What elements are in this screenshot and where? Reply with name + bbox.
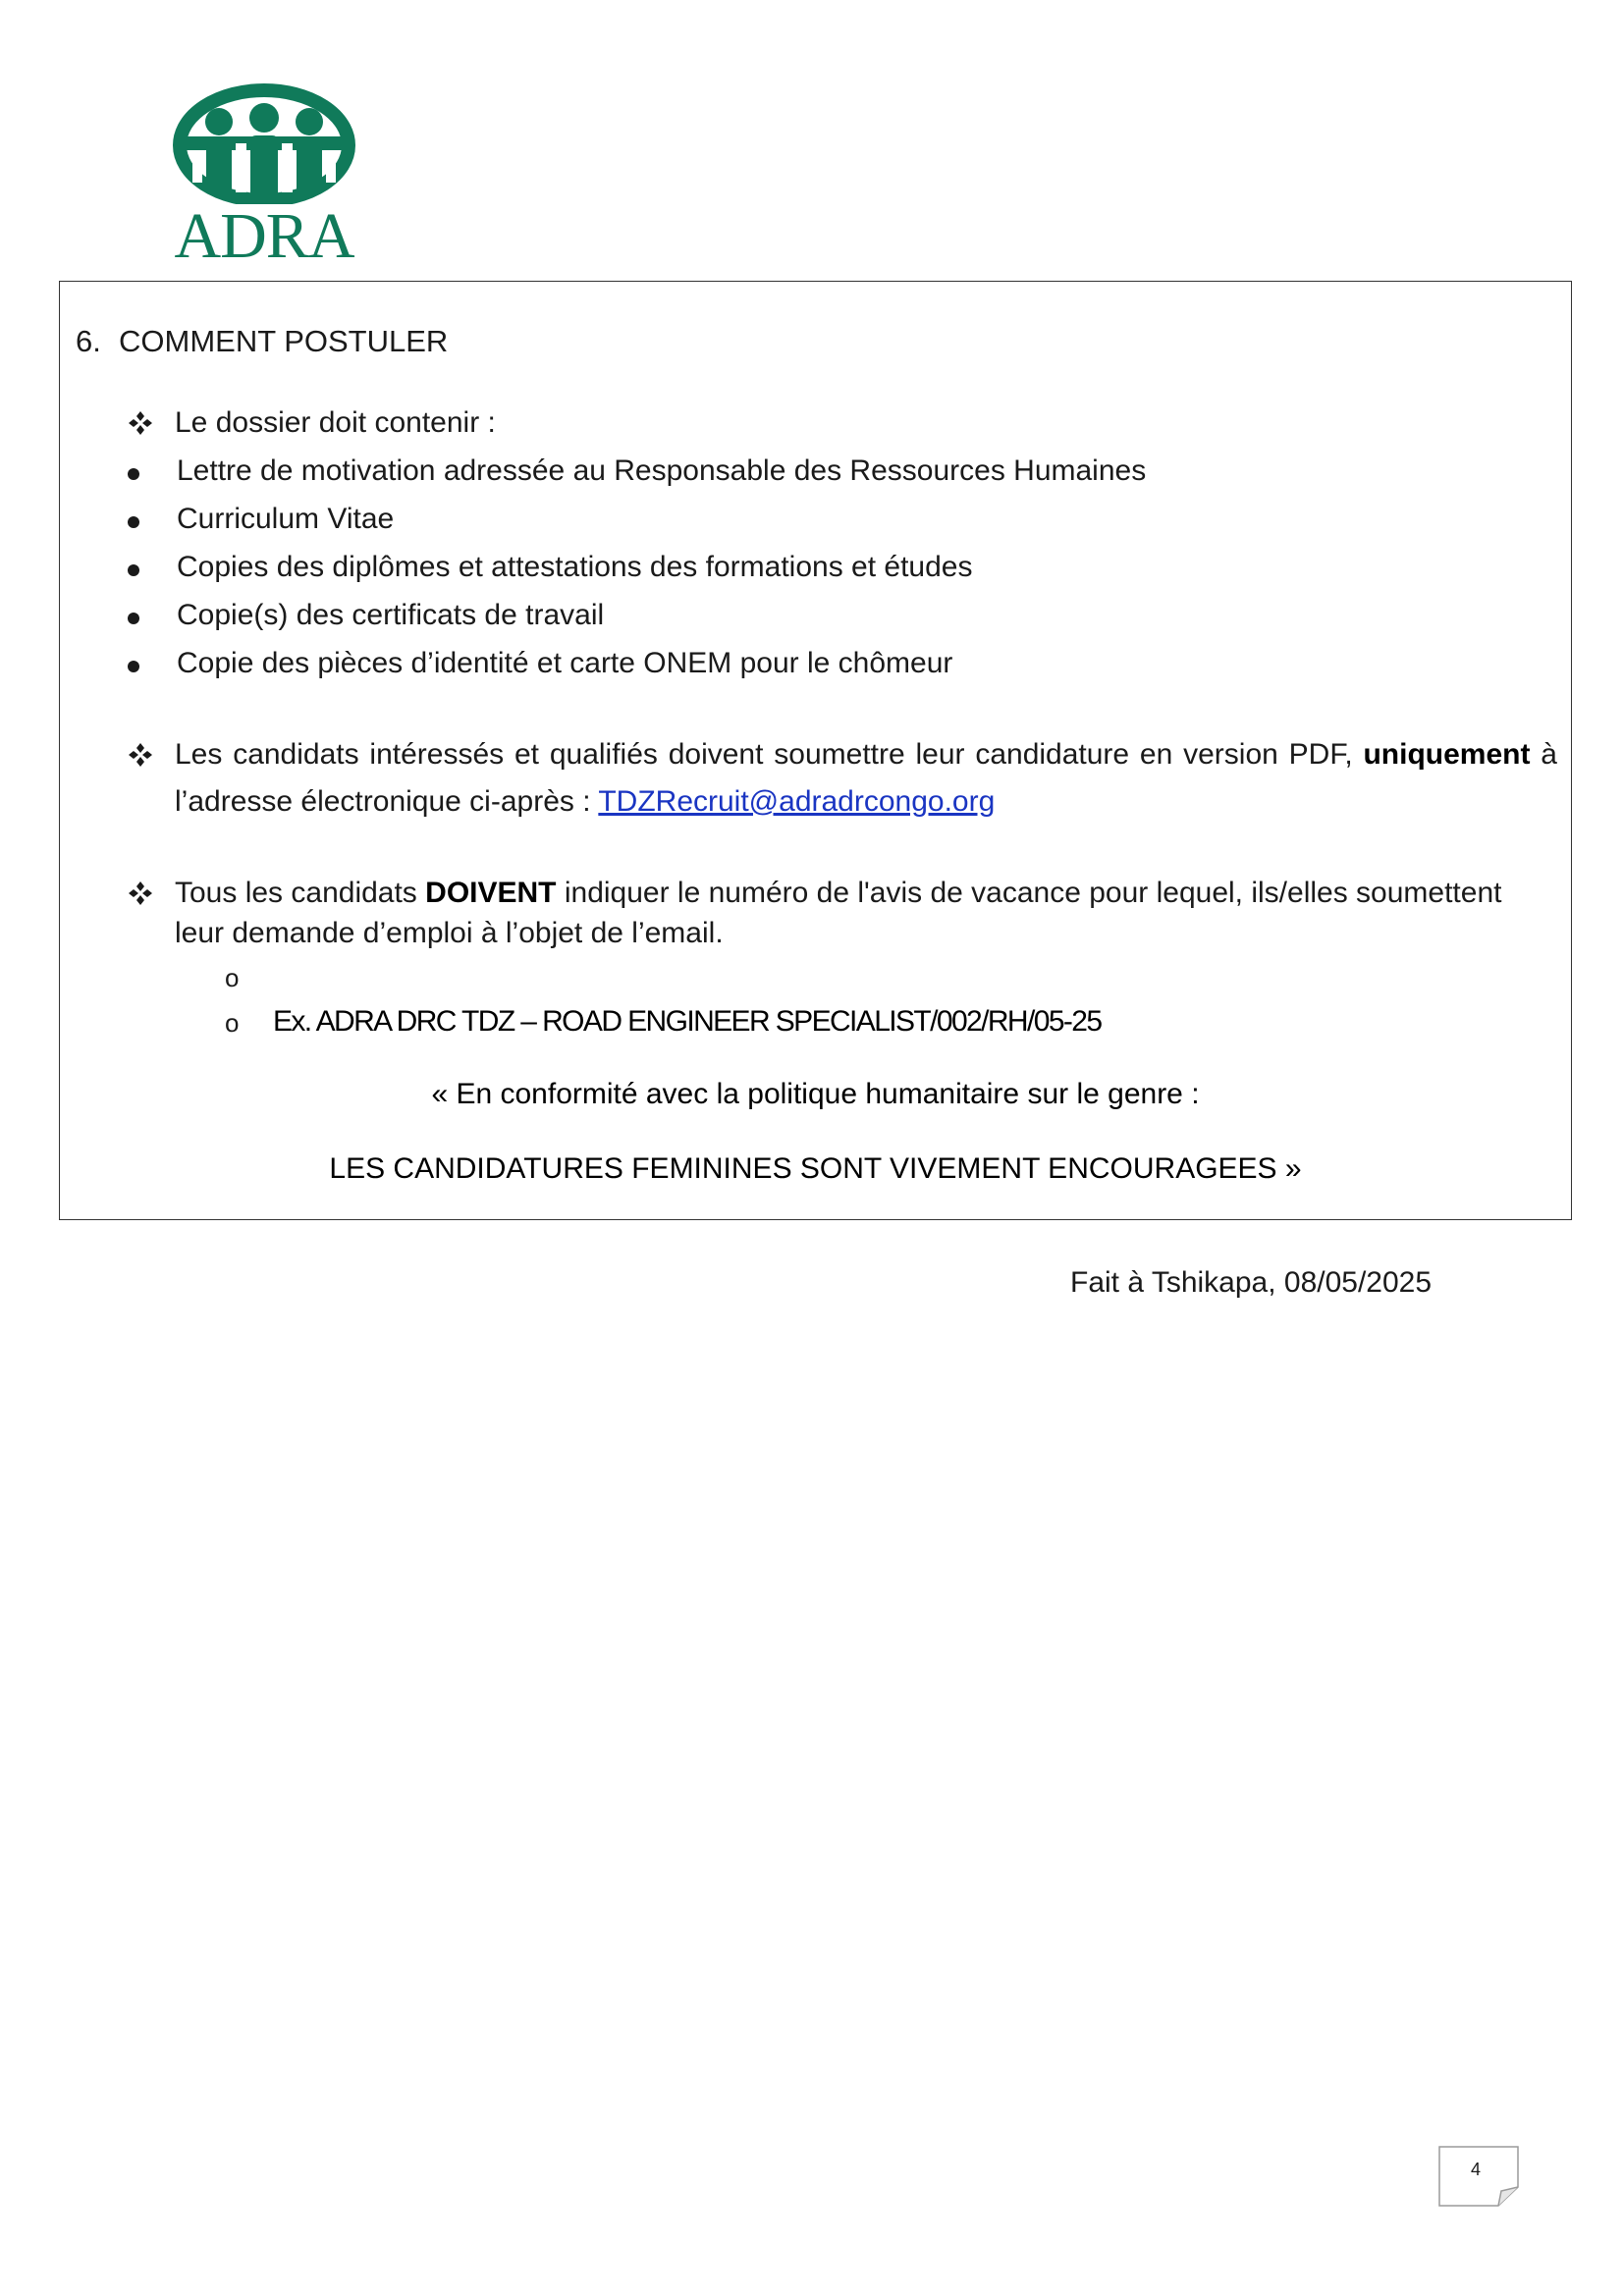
email-link[interactable]: TDZRecruit@adradrcongo.org bbox=[598, 785, 996, 818]
gender-policy-line1: « En conformité avec la politique humanitaire sur le genre : bbox=[431, 1078, 1200, 1110]
bullet-icon bbox=[128, 468, 139, 480]
bullet-icon bbox=[128, 661, 139, 672]
bullet-icon bbox=[128, 564, 139, 576]
adra-emblem-icon bbox=[169, 82, 359, 204]
bullet-icon bbox=[128, 613, 139, 624]
submission-emphasis: uniquement bbox=[1363, 738, 1531, 771]
diamond-bullet-icon bbox=[127, 880, 154, 907]
adra-logo bbox=[169, 82, 359, 272]
sub-bullet-marker: o bbox=[225, 1008, 240, 1038]
sub-bullet-marker: o bbox=[225, 963, 240, 992]
reference-text: Tous les candidats bbox=[175, 877, 426, 909]
reference-emphasis: DOIVENT bbox=[425, 877, 557, 909]
submission-instructions bbox=[175, 731, 1557, 826]
place-date-signoff: Fait à Tshikapa, 08/05/2025 bbox=[1070, 1266, 1433, 1299]
bullet-icon bbox=[128, 516, 139, 528]
reference-text-after: indiquer le numéro de l'avis de vacance pour lequel, ils/elles soumettent bbox=[556, 877, 1502, 909]
vacancy-reference-example: Ex. ADRA DRC TDZ – ROAD ENGINEER SPECIALIST/002/RH/05-25 bbox=[273, 1005, 1102, 1038]
page-number-badge bbox=[1438, 2146, 1519, 2207]
submission-text-after: à l’adresse électronique ci-après : bbox=[175, 738, 1557, 818]
dossier-item: Curriculum Vitae bbox=[177, 503, 395, 535]
dossier-item: Copie(s) des certificats de travail bbox=[177, 599, 605, 631]
dossier-intro: Le dossier doit contenir : bbox=[175, 406, 496, 439]
gender-policy-line2: LES CANDIDATURES FEMININES SONT VIVEMENT ENCOURAGEES » bbox=[329, 1152, 1302, 1185]
diamond-bullet-icon bbox=[127, 741, 154, 769]
diamond-bullet-icon bbox=[127, 409, 154, 437]
adra-logo-text: ADRA bbox=[174, 200, 354, 272]
dossier-item: Copie des pièces d’identité et carte ONEM pour le chômeur bbox=[177, 647, 953, 679]
section-title: COMMENT POSTULER bbox=[119, 324, 449, 358]
dossier-item: Lettre de motivation adressée au Responsable des Ressources Humaines bbox=[177, 454, 1147, 487]
dossier-item: Copies des diplômes et attestations des formations et études bbox=[177, 551, 973, 583]
application-section-box bbox=[59, 281, 1572, 1220]
submission-text: Les candidats intéressés et qualifiés doivent soumettre leur candidature en version PDF, bbox=[175, 738, 1364, 771]
reference-instruction-line2: leur demande d’emploi à l’objet de l’email. bbox=[175, 917, 724, 949]
section-heading bbox=[76, 325, 448, 358]
reference-instruction-line1 bbox=[175, 877, 1501, 910]
page-number: 4 bbox=[1470, 2160, 1481, 2179]
section-number: 6. bbox=[76, 324, 101, 358]
